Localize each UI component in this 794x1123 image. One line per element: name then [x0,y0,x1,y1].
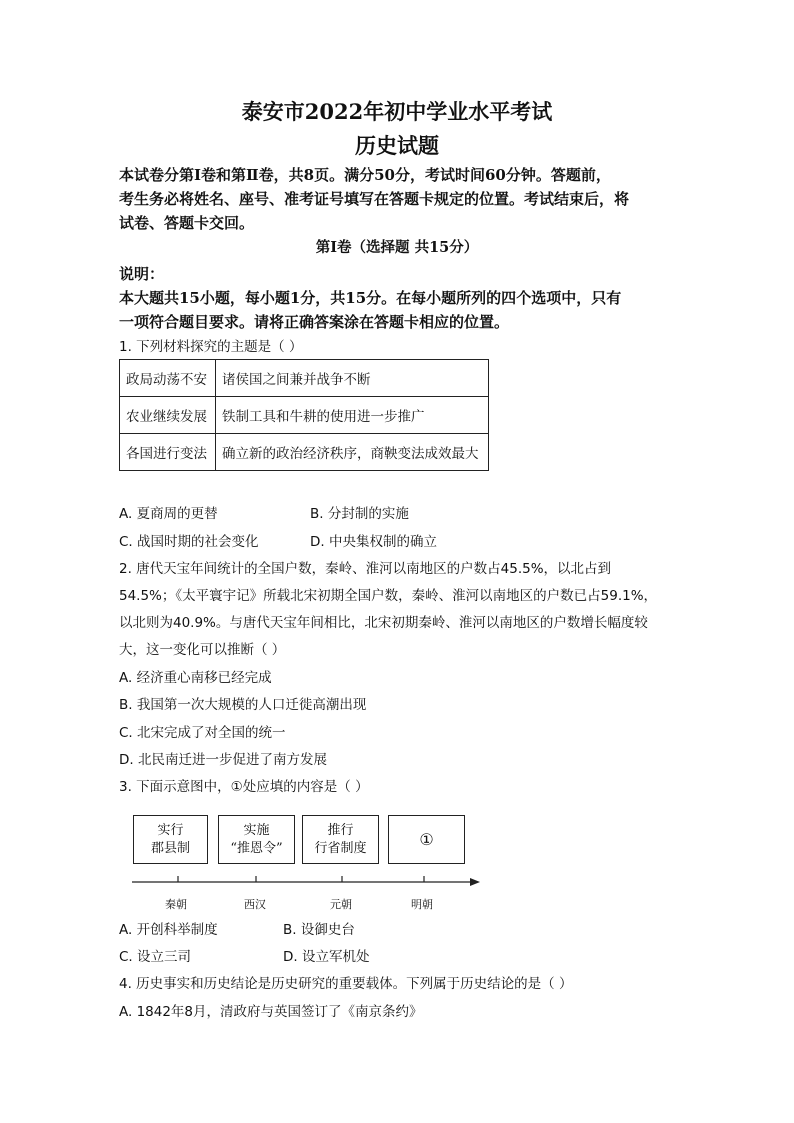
q1-option-d: D. 中央集权制的确立 [310,534,437,550]
timeline-box-1 [133,815,208,864]
intro-line-3: 试卷、答题卡交回。 [119,214,255,232]
timeline-box-2 [218,815,295,864]
q4-stem: 4. 历史事实和历史结论是历史研究的重要载体。下列属于历史结论的是（ ） [119,976,573,992]
timeline-era-label: 秦朝 [165,898,187,911]
q1-option-b: B. 分封制的实施 [310,506,409,522]
table-cell: 诸侯国之间兼并战争不断 [216,360,489,397]
intro-line-1: 本试卷分第Ⅰ卷和第Ⅱ卷，共8页。满分50分，考试时间60分钟。答题前， [119,166,611,184]
timeline-box-text: 实行 [157,822,184,838]
timeline-box-text: 推行 [327,822,354,838]
table-cell: 铁制工具和牛耕的使用进一步推广 [216,397,489,434]
q1-option-c: C. 战国时期的社会变化 [119,534,259,550]
table-cell: 农业继续发展 [120,397,216,434]
q2-line-3: 以北则为40.9%。与唐代天宝年间相比，北宋初期秦岭、淮河以南地区的户数增长幅度较 [119,615,648,631]
note-label: 说明： [119,265,165,283]
q2-option-b: B. 我国第一次大规模的人口迁徙高潮出现 [119,697,367,713]
q2-option-d: D. 北民南迁进一步促进了南方发展 [119,752,327,768]
q2-option-c: C. 北宋完成了对全国的统一 [119,725,286,741]
q1-stem: 1. 下列材料探究的主题是（ ） [119,339,303,355]
q3-option-b: B. 设御史台 [283,922,355,938]
q3-option-c: C. 设立三司 [119,949,192,965]
timeline-box-text: 实施 [243,822,270,838]
exam-title: 泰安市2022年初中学业水平考试 [241,99,553,124]
timeline-era-label: 明朝 [411,898,433,911]
table-row [120,397,489,434]
table-cell: 各国进行变法 [120,434,216,471]
timeline-box-3 [302,815,379,864]
q2-line-4: 大，这一变化可以推断（ ） [119,642,286,658]
timeline-box-text: “推恩令” [230,840,283,856]
q2-option-a: A. 经济重心南移已经完成 [119,670,272,686]
q3-option-a: A. 开创科举制度 [119,922,218,938]
table-row [120,360,489,397]
timeline-era-label: 西汉 [244,898,266,911]
table-cell: 政局动荡不安 [120,360,216,397]
exam-subtitle: 历史试题 [355,133,439,158]
note-line-2: 一项符合题目要求。请将正确答案涂在答题卡相应的位置。 [119,313,510,331]
timeline-era-label: 元朝 [330,898,352,911]
timeline-box-text: 郡县制 [150,840,190,856]
q2-line-1: 2. 唐代天宝年间统计的全国户数，秦岭、淮河以南地区的户数占45.5%，以北占到 [119,561,612,577]
q3-option-d: D. 设立军机处 [283,949,370,965]
intro-line-2: 考生务必将姓名、座号、准考证号填写在答题卡规定的位置。考试结束后，将 [119,190,630,208]
q1-option-a: A. 夏商周的更替 [119,506,218,522]
section-heading: 第Ⅰ卷（选择题 共15分） [315,239,479,256]
timeline-box-4 [388,815,465,864]
q2-line-2: 54.5%；《太平寰宇记》所载北宋初期全国户数，秦岭、淮河以南地区的户数已占59.1%， [119,588,658,604]
table-row [120,434,489,471]
note-line-1: 本大题共15小题，每小题1分，共15分。在每小题所列的四个选项中，只有 [119,289,622,307]
timeline-box-text: ① [419,829,434,849]
table-cell: 确立新的政治经济秩序，商鞅变法成效最大 [216,434,489,471]
timeline-box-text: 行省制度 [314,840,367,856]
q1-material-table [119,359,489,471]
q4-option-a: A. 1842年8月，清政府与英国签订了《南京条约》 [119,1004,423,1020]
q3-stem: 3. 下面示意图中，①处应填的内容是（ ） [119,779,369,795]
